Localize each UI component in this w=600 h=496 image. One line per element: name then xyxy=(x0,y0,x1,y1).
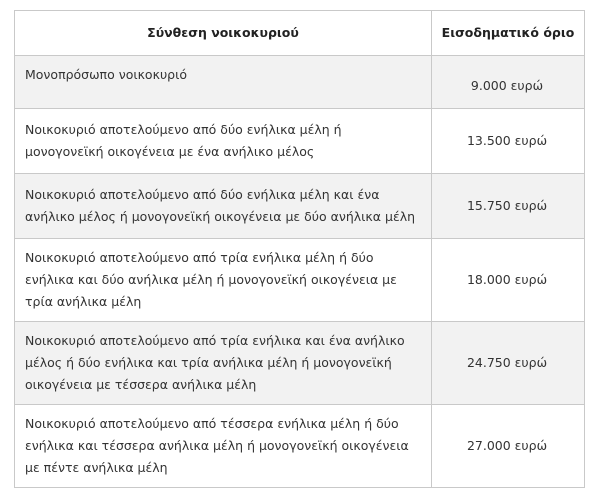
household-composition-cell: Μονοπρόσωπο νοικοκυριό xyxy=(15,56,432,109)
table-row xyxy=(15,109,585,174)
household-composition-cell: Νοικοκυριό αποτελούμενο από τρία ενήλικα και ένα ανήλικο μέλος ή δύο ενήλικα και τρία ανήλικα μέλη ή μονογονεϊκή οικογένεια με τέσσερα ανήλικα μέλη xyxy=(15,322,432,405)
income-limit-cell: 15.750 ευρώ xyxy=(432,174,585,239)
income-limit-cell: 9.000 ευρώ xyxy=(432,56,585,109)
income-limit-cell: 27.000 ευρώ xyxy=(432,405,585,488)
header-household-composition: Σύνθεση νοικοκυριού xyxy=(15,11,432,56)
household-composition-cell: Νοικοκυριό αποτελούμενο από τέσσερα ενήλικα μέλη ή δύο ενήλικα και τέσσερα ανήλικα μέλη ή μονογονεϊκή οικογένεια με πέντε ανήλικα μέλη xyxy=(15,405,432,488)
household-composition-cell: Νοικοκυριό αποτελούμενο από τρία ενήλικα μέλη ή δύο ενήλικα και δύο ανήλικα μέλη ή μονογονεϊκή οικογένεια με τρία ανήλικα μέλη xyxy=(15,239,432,322)
household-composition-cell: Νοικοκυριό αποτελούμενο από δύο ενήλικα μέλη και ένα ανήλικο μέλος ή μονογονεϊκή οικογένεια με δύο ανήλικα μέλη xyxy=(15,174,432,239)
table-row xyxy=(15,56,585,109)
income-limit-cell: 18.000 ευρώ xyxy=(432,239,585,322)
income-limit-cell: 24.750 ευρώ xyxy=(432,322,585,405)
table-row xyxy=(15,239,585,322)
table-row xyxy=(15,322,585,405)
table-row xyxy=(15,405,585,488)
table-header-row xyxy=(15,11,585,56)
income-limit-cell: 13.500 ευρώ xyxy=(432,109,585,174)
table-row xyxy=(15,174,585,239)
household-composition-cell: Νοικοκυριό αποτελούμενο από δύο ενήλικα μέλη ή μονογονεϊκή οικογένεια με ένα ανήλικο μέλος xyxy=(15,109,432,174)
income-limits-table xyxy=(14,10,585,488)
header-income-limit: Εισοδηματικό όριο xyxy=(432,11,585,56)
